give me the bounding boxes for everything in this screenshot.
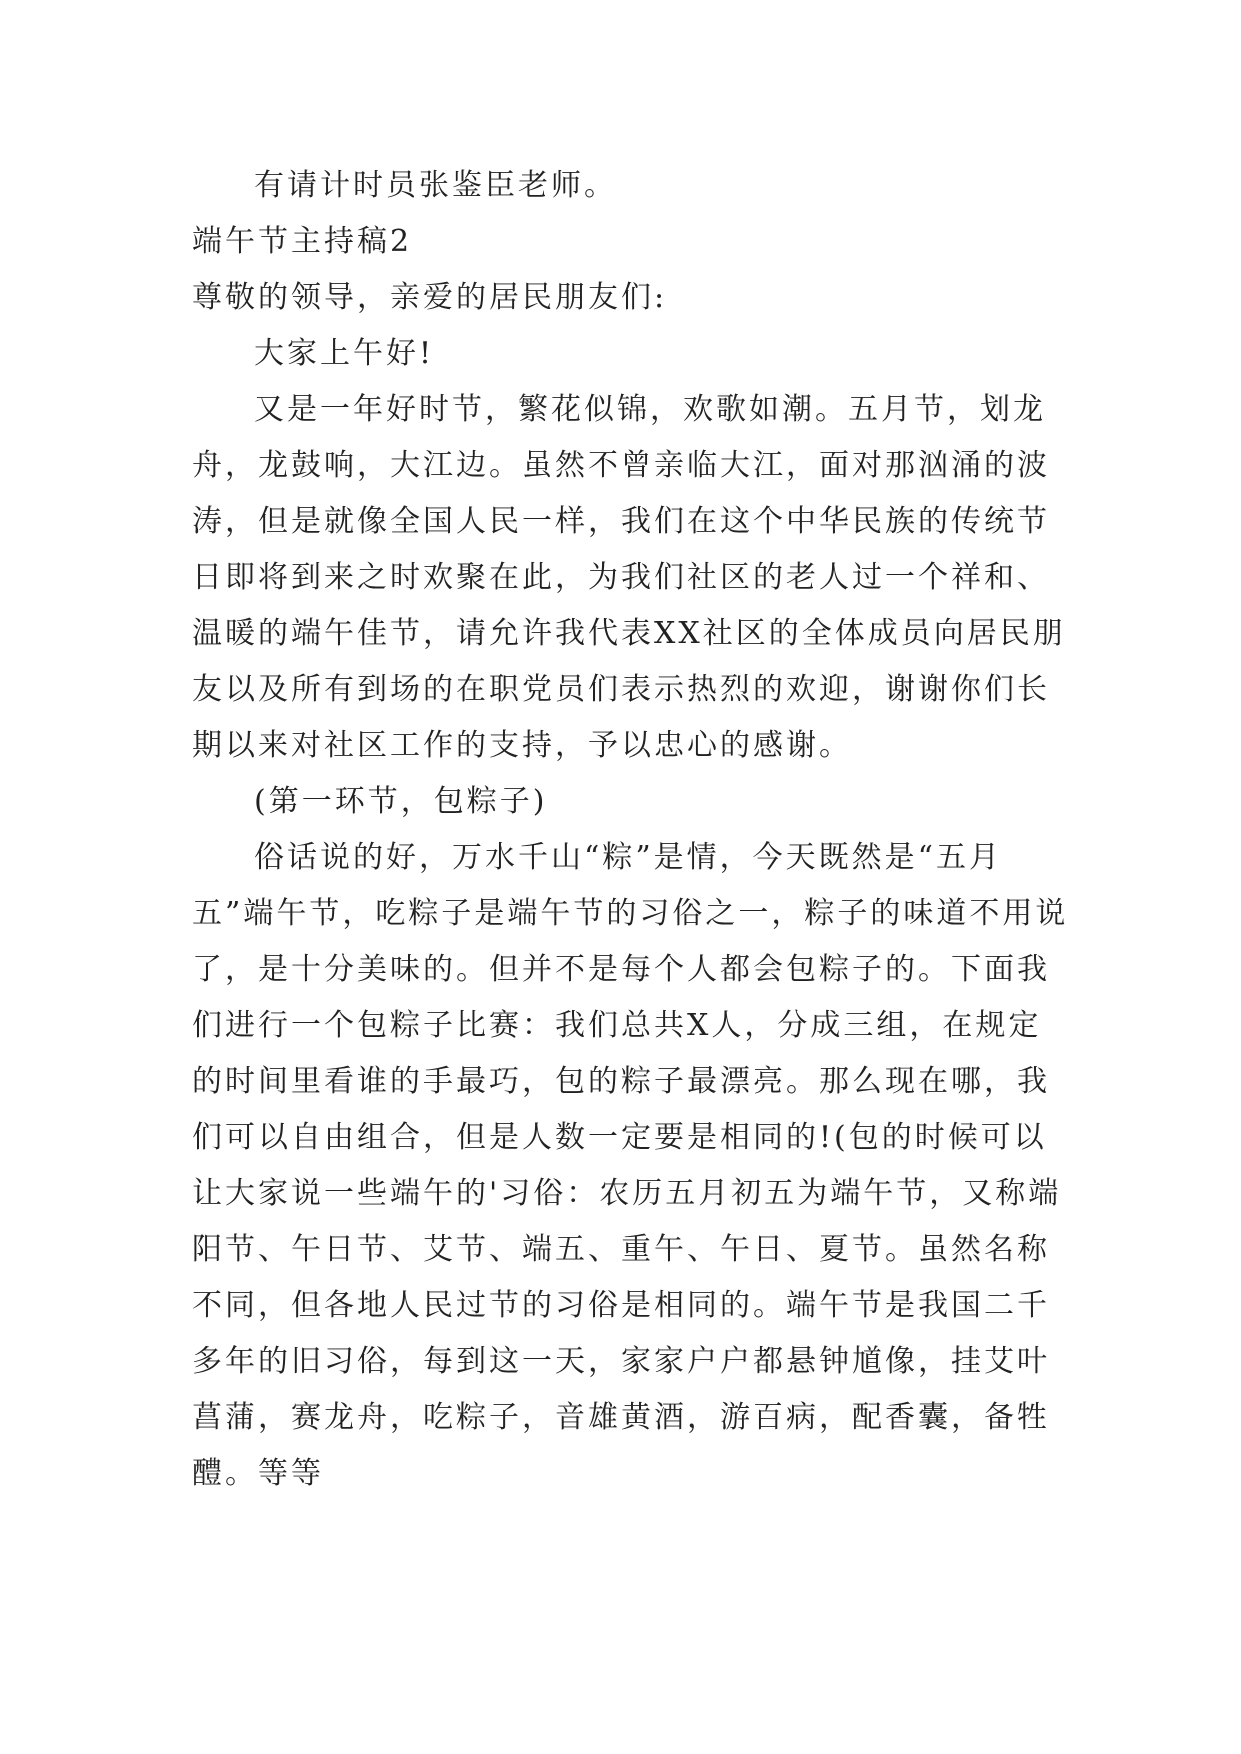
paragraph-greeting: 大家上午好!	[254, 336, 435, 371]
paragraph-salutation: 尊敬的领导，亲爱的居民朋友们:	[192, 280, 668, 315]
paragraph-timekeeper: 有请计时员张鉴臣老师。	[254, 168, 617, 203]
paragraph-segment-heading: (第一环节，包粽子)	[254, 784, 548, 819]
paragraph-zongzi-contest: 俗话说的好，万水千山“粽”是情，今天既然是“五月五”端午节，吃粽子是端午节的习俗之一，粽子的味道不用说了，是十分美味的。但并不是每个人都会包粽子的。下面我们进行一个包粽子比赛：我们总共X人，分成三组，在规定的时间里看谁的手最巧，包的粽子最漂亮。那么现在哪，我们可以自由组合，但是人数一定要是相同的!(包的时候可以让大家说一些端午的'习俗：农历五月初五为端午节，又称端阳节、午日节、艾节、端五、重午、午日、夏节。虽然名称不同，但各地人民过节的习俗是相同的。端午节是我国二千多年的旧习俗，每到这一天，家家户户都悬钟馗像，挂艾叶菖蒲，赛龙舟，吃粽子，音雄黄酒，游百病，配香囊，备牲醴。等等	[192, 840, 1069, 1491]
document-body	[192, 158, 1072, 1502]
paragraph-opening: 又是一年好时节，繁花似锦，欢歌如潮。五月节，划龙舟，龙鼓响，大江边。虽然不曾亲临大江，面对那汹涌的波涛，但是就像全国人民一样，我们在这个中华民族的传统节日即将到来之时欢聚在此，为我们社区的老人过一个祥和、温暖的端午佳节，请允许我代表XX社区的全体成员向居民朋友以及所有到场的在职党员们表示热烈的欢迎，谢谢你们长期以来对社区工作的支持，予以忠心的感谢。	[192, 392, 1066, 763]
section-title: 端午节主持稿2	[192, 224, 413, 259]
